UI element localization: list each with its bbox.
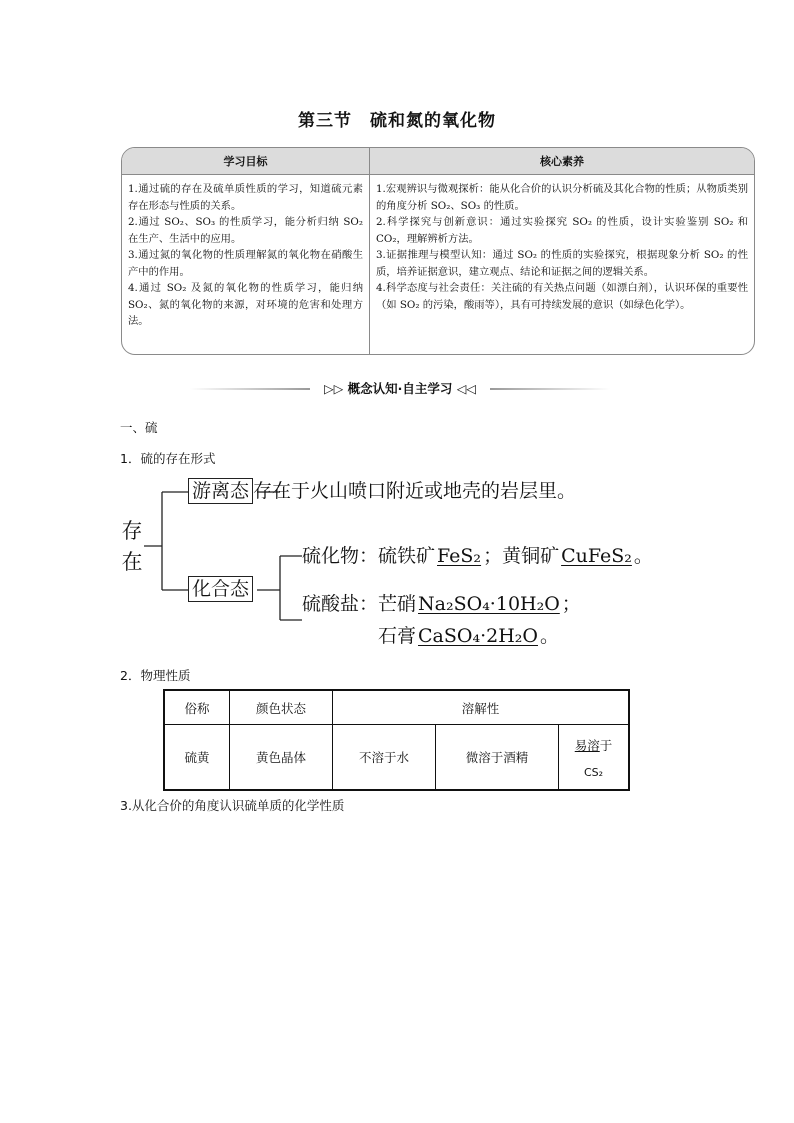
core-literacy-item: 3.证据推理与模型认知：通过 SO₂ 的性质的实验探究，根据现象分析 SO₂ 的性质，培养证据意识，建立观点、结论和证据之间的逻辑关系。 <box>376 249 748 278</box>
core-literacy-item: 4.科学态度与社会责任：关注硫的有关热点问题（如漂白剂），认识环保的重要性（如 SO₂ 的污染，酸雨等），具有可持续发展的意识（如绿色化学）。 <box>376 282 748 311</box>
cs2-solvent: CS₂ <box>583 765 604 779</box>
learning-goal-item: 4.通过 SO₂ 及氮的氧化物的性质学习，能归纳 SO₂、氮的氧化物的来源，对环境的危害和处理方法。 <box>128 282 363 327</box>
separator: ； <box>483 545 503 567</box>
table-row <box>164 725 629 791</box>
physical-properties-table <box>163 689 630 791</box>
chalcopyrite-formula: CuFeS₂ <box>561 545 632 567</box>
core-literacy-item: 1.宏观辨识与微观探析：能从化合价的认识分析硫及其化合物的性质；从物质类别的角度分析 SO₂、SO₃ 的性质。 <box>376 183 748 212</box>
core-literacy-header: 核心素养 <box>540 155 584 168</box>
subheading-chemical-properties: 3.从化合价的角度认识硫单质的化学性质 <box>120 798 345 813</box>
compound-state-box: 化合态 <box>188 576 253 602</box>
learning-goal-item: 1.通过硫的存在及硫单质性质的学习，知道硫元素存在形态与性质的关系。 <box>128 183 363 212</box>
sulfide-label: 硫化物： <box>302 545 379 567</box>
chalcopyrite-label: 黄铜矿 <box>502 545 560 567</box>
glauber-label: 芒硝 <box>378 593 417 615</box>
pyrite-label: 硫铁矿 <box>378 545 436 567</box>
glauber-formula: Na₂SO₄·10H₂O <box>418 593 560 615</box>
period: 。 <box>539 625 559 647</box>
tree-root-top: 存 <box>121 519 143 543</box>
table-header-row <box>164 690 629 725</box>
cell-cs2-solubility <box>559 725 630 791</box>
header-solubility: 溶解性 <box>333 690 630 725</box>
learning-goals-header: 学习目标 <box>122 148 370 174</box>
subheading-physical-properties: 2．物理性质 <box>120 668 191 683</box>
free-state-box: 游离态 <box>188 478 253 504</box>
cell-color-state: 黄色晶体 <box>230 725 333 791</box>
section-heading-sulfur: 一、硫 <box>120 420 158 435</box>
gypsum-label: 石膏 <box>378 625 417 647</box>
sulfate-label: 硫酸盐： <box>302 593 379 615</box>
cell-water-solubility: 不溶于水 <box>333 725 436 791</box>
subheading-existence: 1．硫的存在形式 <box>120 451 216 466</box>
learning-goal-item: 2.通过 SO₂、SO₃ 的性质学习，能分析归纳 SO₂ 在生产、生活中的应用。 <box>128 216 363 245</box>
learning-goal-item: 3.通过氮的氧化物的性质理解氮的氧化物在硝酸生产中的作用。 <box>128 249 363 278</box>
banner-text: ▷▷ 概念认知·自主学习 ◁◁ <box>324 381 476 396</box>
cell-common-name: 硫黄 <box>164 725 230 791</box>
pyrite-formula: FeS₂ <box>437 545 482 567</box>
tree-root-bottom: 在 <box>121 550 143 574</box>
core-literacy-item: 2.科学探究与创新意识：通过实验探究 SO₂ 的性质，设计实验鉴别 SO₂ 和 CO₂，理解辨析方法。 <box>376 216 748 245</box>
page-title: 第三节 硫和氮的氧化物 <box>298 111 496 131</box>
header-common-name: 俗称 <box>164 690 230 725</box>
cell-alcohol-solubility: 微溶于酒精 <box>436 725 559 791</box>
cs2-mid: 于 <box>599 737 613 753</box>
free-state-description: 存在于火山喷口附近或地壳的岩层里。 <box>253 480 577 502</box>
separator: ； <box>561 593 581 615</box>
period: 。 <box>633 545 653 567</box>
gypsum-formula: CaSO₄·2H₂O <box>418 625 538 647</box>
cs2-answer: 易溶 <box>574 737 600 753</box>
header-color-state: 颜色状态 <box>230 690 333 725</box>
